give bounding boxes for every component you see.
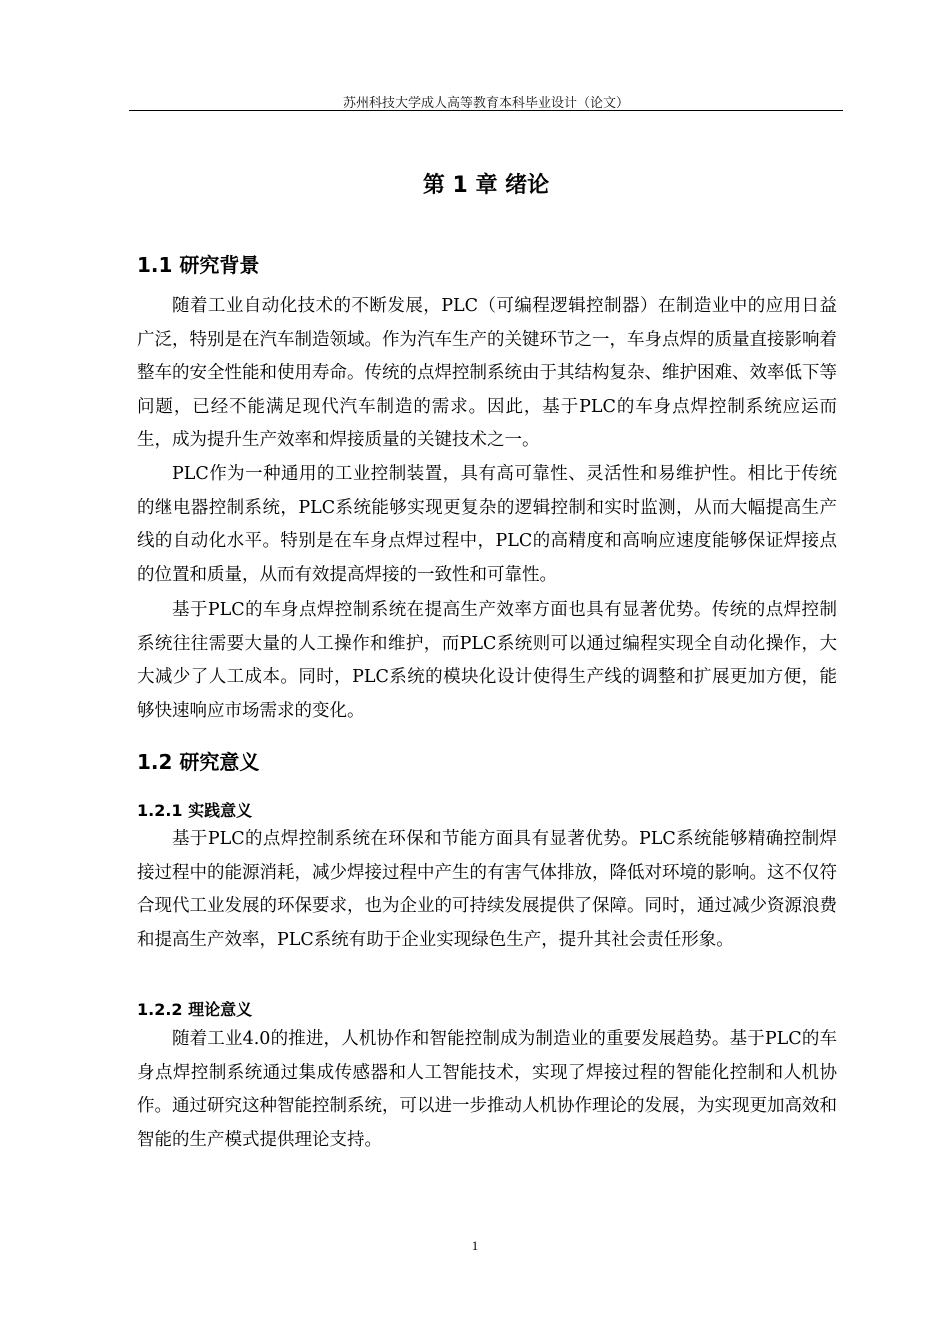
section-heading-1-2: 1.2 研究意义	[137, 750, 260, 774]
section-heading-1-1: 1.1 研究背景	[137, 253, 260, 277]
paragraph-practical-significance: 基于PLC的点焊控制系统在环保和节能方面具有显著优势。PLC系统能够精确控制焊接过程中的能源消耗，减少焊接过程中产生的有害气体排放，降低对环境的影响。这不仅符合现代工业发展的环保要求，也为企业的可持续发展提供了保障。同时，通过减少资源浪费和提高生产效率，PLC系统有助于企业实现绿色生产，提升其社会责任形象。	[137, 829, 837, 950]
paragraph-background-2: PLC作为一种通用的工业控制装置，具有高可靠性、灵活性和易维护性。相比于传统的继电器控制系统，PLC系统能够实现更复杂的逻辑控制和实时监测，从而大幅提高生产线的自动化水平。特别是在车身点焊过程中，PLC的高精度和高响应速度能够保证焊接点的位置和质量，从而有效提高焊接的一致性和可靠性。	[137, 464, 837, 585]
running-header: 苏州科技大学成人高等教育本科毕业设计（论文）	[342, 96, 629, 111]
header-rule	[129, 110, 843, 111]
subsection-heading-1-2-1: 1.2.1 实践意义	[137, 801, 253, 820]
subsection-heading-1-2-2: 1.2.2 理论意义	[137, 1000, 253, 1019]
paragraph-background-3: 基于PLC的车身点焊控制系统在提高生产效率方面也具有显著优势。传统的点焊控制系统往往需要大量的人工操作和维护，而PLC系统则可以通过编程实现全自动化操作，大大减少了人工成本。同时，PLC系统的模块化设计使得生产线的调整和扩展更加方便，能够快速响应市场需求的变化。	[137, 600, 837, 721]
page-number: 1	[471, 1238, 479, 1253]
paragraph-background-1: 随着工业自动化技术的不断发展，PLC（可编程逻辑控制器）在制造业中的应用日益广泛，特别是在汽车制造领域。作为汽车生产的关键环节之一，车身点焊的质量直接影响着整车的安全性能和使用寿命。传统的点焊控制系统由于其结构复杂、维护困难、效率低下等问题，已经不能满足现代汽车制造的需求。因此，基于PLC的车身点焊控制系统应运而生，成为提升生产效率和焊接质量的关键技术之一。	[137, 296, 837, 450]
paragraph-theoretical-significance: 随着工业4.0的推进，人机协作和智能控制成为制造业的重要发展趋势。基于PLC的车身点焊控制系统通过集成传感器和人工智能技术，实现了焊接过程的智能化控制和人机协作。通过研究这种智能控制系统，可以进一步推动人机协作理论的发展，为实现更加高效和智能的生产模式提供理论支持。	[137, 1029, 837, 1150]
chapter-title: 第 1 章 绪论	[422, 173, 550, 198]
